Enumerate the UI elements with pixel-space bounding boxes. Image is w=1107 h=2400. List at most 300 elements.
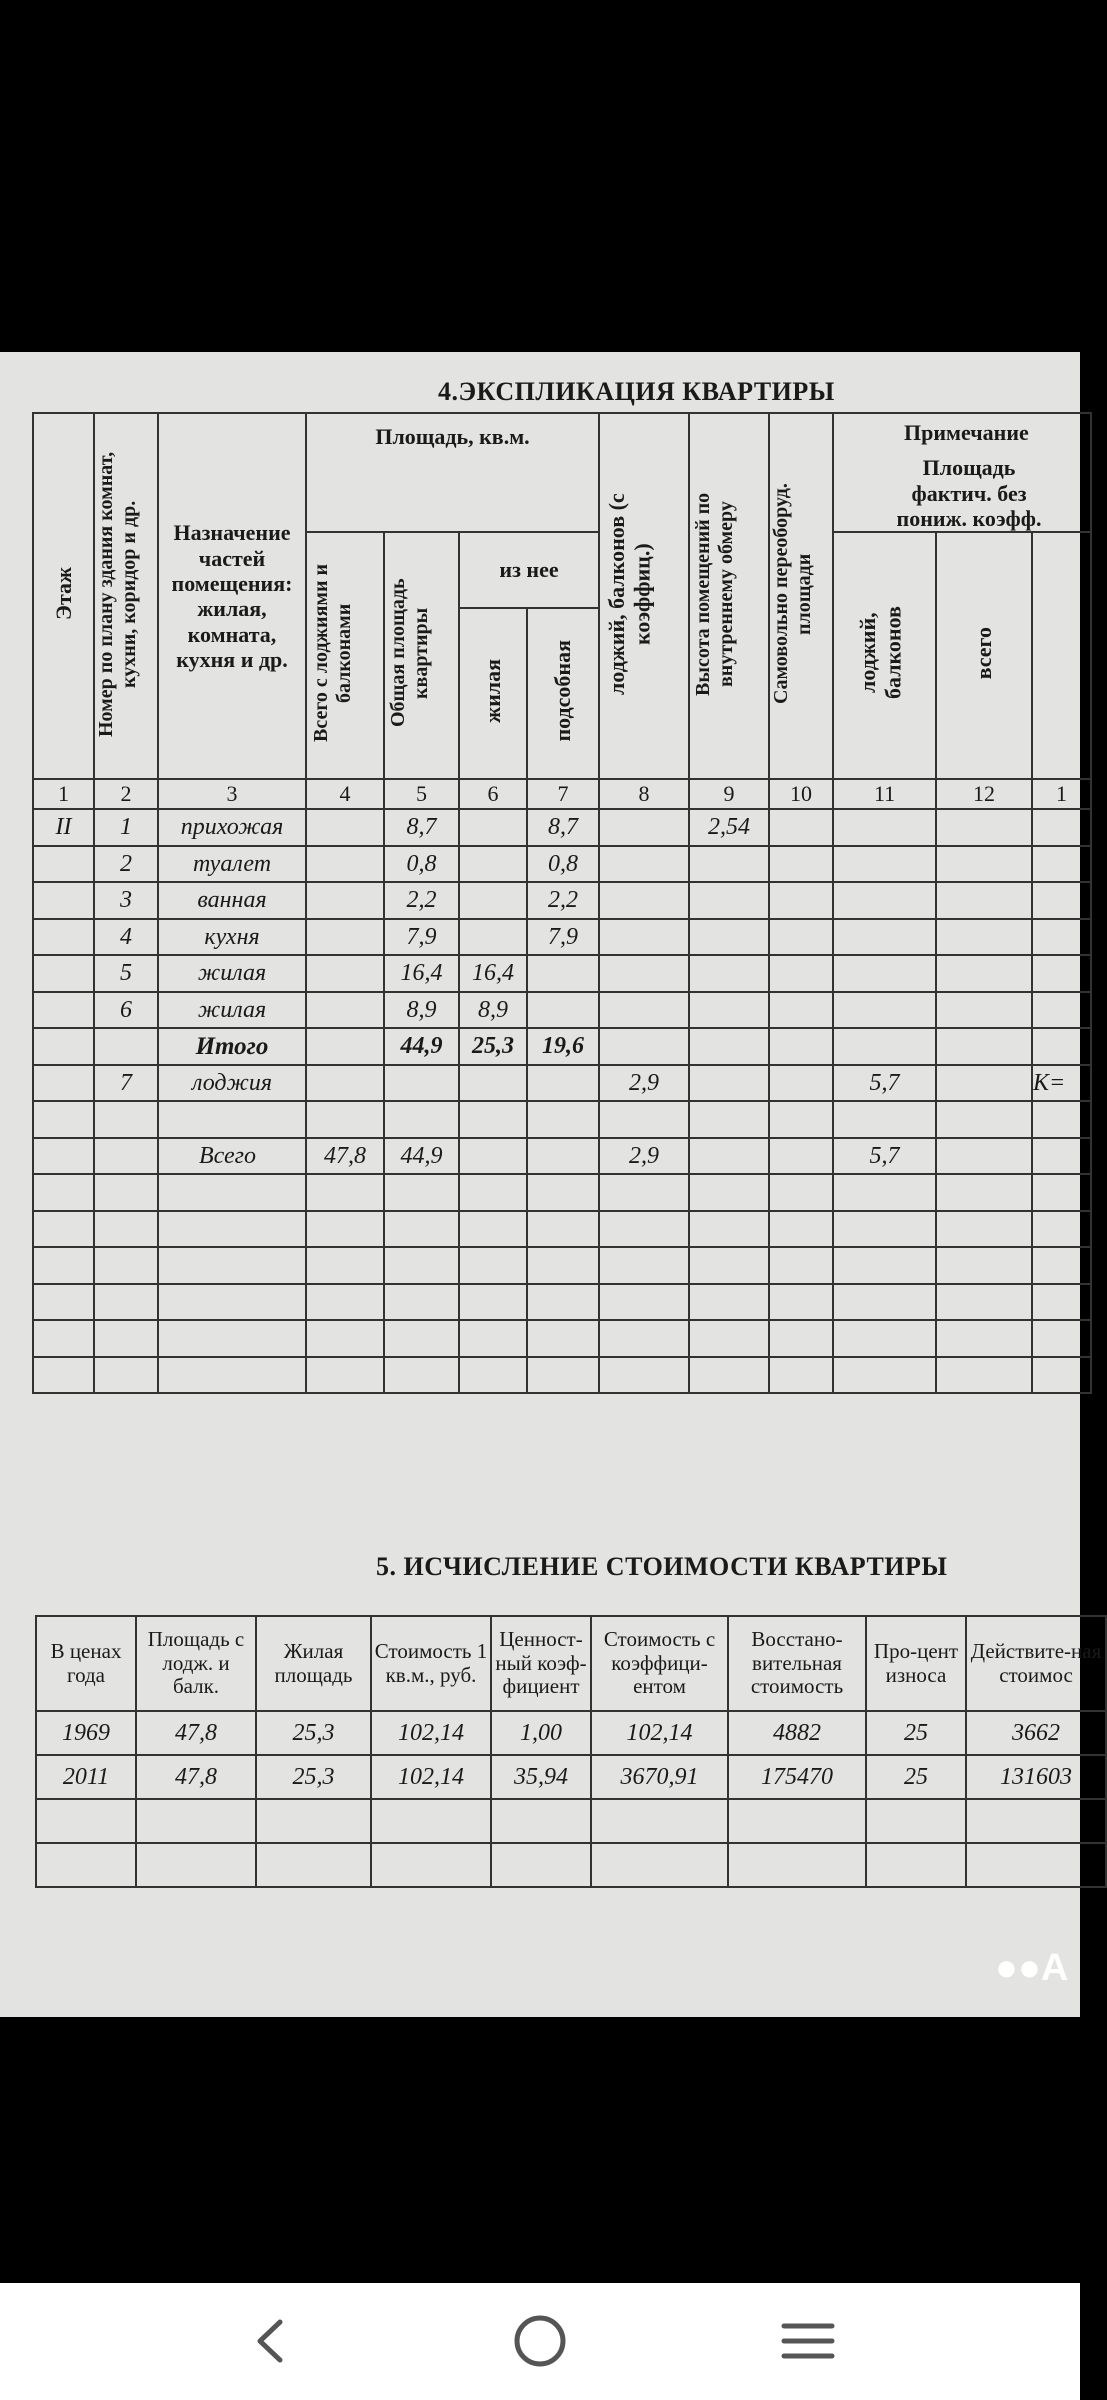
table-cell [599, 919, 689, 956]
table-cell [33, 1247, 94, 1284]
table-cell [384, 1320, 459, 1357]
table-cell [769, 1284, 833, 1321]
table-cell [158, 1284, 306, 1321]
table-cell [527, 992, 599, 1029]
table-cell: 1,00 [491, 1711, 591, 1755]
table-cell [1032, 1138, 1091, 1175]
table-cell [866, 1843, 966, 1887]
col-number: 2 [94, 779, 158, 809]
cost-header: Восстано-вительная стоимость [728, 1616, 866, 1711]
table-cell [833, 1174, 936, 1211]
table-cell [769, 809, 833, 846]
table-cell: 102,14 [371, 1755, 491, 1799]
table-cell [33, 1174, 94, 1211]
table-cell: 102,14 [371, 1711, 491, 1755]
table-cell: 2,9 [599, 1065, 689, 1102]
table-cell [769, 1357, 833, 1394]
table-cell [1032, 1174, 1091, 1211]
table-cell [689, 919, 769, 956]
table-cell [599, 1174, 689, 1211]
table-cell [769, 1320, 833, 1357]
table-cell [833, 1211, 936, 1248]
header-total-apartment: Общая площадь квартиры [384, 532, 459, 779]
table-cell [306, 1101, 384, 1138]
watermark-logo: ●●A [995, 1947, 1069, 1989]
table-cell [599, 809, 689, 846]
table-cell: 2,2 [527, 882, 599, 919]
navigation-bar [0, 2283, 1080, 2400]
table-cell: 7 [94, 1065, 158, 1102]
table-cell [158, 1211, 306, 1248]
table-cell [936, 1101, 1032, 1138]
table-row [36, 1711, 1106, 1755]
table-cell: 44,9 [384, 1028, 459, 1065]
table-cell [689, 1211, 769, 1248]
table-cell [94, 1284, 158, 1321]
table-cell [94, 1174, 158, 1211]
table-cell: 8,9 [459, 992, 527, 1029]
table-cell [384, 1284, 459, 1321]
table-cell [459, 1174, 527, 1211]
cost-table [35, 1615, 1107, 1888]
table-cell [769, 1101, 833, 1138]
header-extra [1032, 532, 1091, 779]
table-cell [306, 1284, 384, 1321]
watermark-dots-icon: ●● [995, 1947, 1041, 1989]
table-cell [306, 1065, 384, 1102]
header-height: Высота помещений по внутреннему обмеру [689, 413, 769, 779]
table-cell [371, 1843, 491, 1887]
table-row [33, 1138, 1091, 1175]
table-cell: 47,8 [136, 1711, 256, 1755]
table-cell: 8,9 [384, 992, 459, 1029]
table-cell: 47,8 [306, 1138, 384, 1175]
table-cell [306, 919, 384, 956]
table-cell: 102,14 [591, 1711, 728, 1755]
table-cell [936, 1065, 1032, 1102]
table-cell [1032, 809, 1091, 846]
table-cell [94, 1320, 158, 1357]
table-row [33, 992, 1091, 1029]
table-cell [1032, 1028, 1091, 1065]
table-cell [384, 1174, 459, 1211]
table-row [33, 1357, 1091, 1394]
table-cell [833, 1028, 936, 1065]
table-cell: Всего [158, 1138, 306, 1175]
table-cell [769, 1138, 833, 1175]
table-cell [1032, 1101, 1091, 1138]
table-cell [527, 1247, 599, 1284]
table-row [33, 1028, 1091, 1065]
table-cell [158, 1247, 306, 1284]
table-cell [94, 1247, 158, 1284]
table-cell [33, 1320, 94, 1357]
table-cell [599, 1211, 689, 1248]
cost-header: В ценах года [36, 1616, 136, 1711]
table-cell [1032, 919, 1091, 956]
table-cell: 47,8 [136, 1755, 256, 1799]
header-living: жилая [459, 608, 527, 780]
home-button[interactable] [500, 2301, 580, 2381]
table-cell [1032, 1357, 1091, 1394]
table-cell [936, 1174, 1032, 1211]
table-cell [866, 1799, 966, 1843]
table-row [36, 1755, 1106, 1799]
table-cell: 8,7 [527, 809, 599, 846]
table-cell [769, 1174, 833, 1211]
table-cell [599, 1247, 689, 1284]
header-area: Площадь, кв.м. [306, 413, 599, 532]
table-cell [459, 919, 527, 956]
table-cell [306, 846, 384, 883]
table-cell [33, 1028, 94, 1065]
table-cell: кухня [158, 919, 306, 956]
table-cell [833, 882, 936, 919]
back-icon [250, 2316, 290, 2366]
table-row [33, 1284, 1091, 1321]
header-self-built: Самовольно переоборуд. площади [769, 413, 833, 779]
col-number: 3 [158, 779, 306, 809]
table-cell [1032, 846, 1091, 883]
table-cell [306, 1247, 384, 1284]
table-cell [689, 1101, 769, 1138]
table-cell [689, 1138, 769, 1175]
table-cell [1032, 882, 1091, 919]
table-cell [94, 1211, 158, 1248]
table-cell [136, 1843, 256, 1887]
table-cell [33, 1065, 94, 1102]
table-cell [936, 992, 1032, 1029]
table-cell: 35,94 [491, 1755, 591, 1799]
table-cell [833, 992, 936, 1029]
table-cell: ванная [158, 882, 306, 919]
table-cell [491, 1799, 591, 1843]
table-cell [833, 1284, 936, 1321]
table-cell [728, 1799, 866, 1843]
table-cell [306, 809, 384, 846]
table-cell [527, 1284, 599, 1321]
header-of-it: из нее [459, 532, 599, 608]
table-cell [599, 846, 689, 883]
table-cell [1032, 1211, 1091, 1248]
cost-header: Жилая площадь [256, 1616, 371, 1711]
table-cell: 7,9 [527, 919, 599, 956]
table-row [33, 955, 1091, 992]
header-total-with-loggias: Всего с лоджиями и балконами [306, 532, 384, 779]
table-cell [936, 919, 1032, 956]
table-cell [384, 1247, 459, 1284]
table-cell: туалет [158, 846, 306, 883]
table-cell [769, 992, 833, 1029]
table-cell: 7,9 [384, 919, 459, 956]
table-cell: лоджия [158, 1065, 306, 1102]
table-cell: 131603 [966, 1755, 1106, 1799]
table-cell [599, 1101, 689, 1138]
recents-button[interactable] [768, 2301, 848, 2381]
table-cell: 3 [94, 882, 158, 919]
table-cell [833, 955, 936, 992]
table-cell [936, 1320, 1032, 1357]
table-cell [306, 1028, 384, 1065]
table-cell [689, 1174, 769, 1211]
table-cell [966, 1799, 1106, 1843]
table-cell [1032, 1320, 1091, 1357]
table-cell [306, 1174, 384, 1211]
col-number: 7 [527, 779, 599, 809]
table-cell [833, 1101, 936, 1138]
table-cell [459, 846, 527, 883]
table-cell: 0,8 [527, 846, 599, 883]
table-cell [136, 1799, 256, 1843]
table-cell [527, 1138, 599, 1175]
table-cell: 8,7 [384, 809, 459, 846]
table-cell: 25,3 [256, 1711, 371, 1755]
table-row [33, 1065, 1091, 1102]
table-cell [306, 955, 384, 992]
table-cell [527, 1065, 599, 1102]
table-cell [527, 1357, 599, 1394]
explication-table [32, 412, 1092, 1394]
table-cell [936, 809, 1032, 846]
table-cell [33, 992, 94, 1029]
table-cell [371, 1799, 491, 1843]
table-cell: 4882 [728, 1711, 866, 1755]
table-cell [459, 1138, 527, 1175]
col-number: 9 [689, 779, 769, 809]
table-cell: II [33, 809, 94, 846]
table-cell [491, 1843, 591, 1887]
table-cell: 25,3 [459, 1028, 527, 1065]
header-actual-total: всего [936, 532, 1032, 779]
table-cell [33, 1101, 94, 1138]
table-cell [459, 1247, 527, 1284]
table-cell [689, 1247, 769, 1284]
header-purpose: Назначение частей помещения: жилая, комната, кухня и др. [158, 413, 306, 779]
table-row [36, 1843, 1106, 1887]
table-cell [33, 846, 94, 883]
table-cell [306, 1211, 384, 1248]
table-cell [689, 1065, 769, 1102]
col-number: 4 [306, 779, 384, 809]
table-cell [306, 992, 384, 1029]
table-cell [591, 1843, 728, 1887]
table-cell [459, 1320, 527, 1357]
cost-header: Действите-ная стоимос [966, 1616, 1106, 1711]
table-cell [459, 1284, 527, 1321]
table-row [33, 1247, 1091, 1284]
table-row [33, 1211, 1091, 1248]
table-cell [256, 1843, 371, 1887]
table-cell [33, 1284, 94, 1321]
table-cell [936, 1357, 1032, 1394]
table-cell: 2 [94, 846, 158, 883]
table-cell [936, 1211, 1032, 1248]
col-number: 10 [769, 779, 833, 809]
table-cell [769, 846, 833, 883]
recents-icon [778, 2316, 838, 2366]
table-cell: 16,4 [384, 955, 459, 992]
table-cell: 175470 [728, 1755, 866, 1799]
table-cell [158, 1357, 306, 1394]
table-cell [33, 1138, 94, 1175]
table-cell [94, 1028, 158, 1065]
header-floor: Этаж [33, 413, 94, 779]
table-cell [459, 1101, 527, 1138]
table-row [36, 1799, 1106, 1843]
table-cell: 2011 [36, 1755, 136, 1799]
table-cell [94, 1357, 158, 1394]
table-cell [459, 1211, 527, 1248]
table-row [33, 919, 1091, 956]
table-cell [728, 1843, 866, 1887]
header-loggias: лоджий, балконов (с коэффиц.) [599, 413, 689, 779]
table-cell [306, 1320, 384, 1357]
col-number: 5 [384, 779, 459, 809]
col-number: 6 [459, 779, 527, 809]
table-cell [599, 882, 689, 919]
table-cell: 6 [94, 992, 158, 1029]
table-cell [94, 1101, 158, 1138]
table-cell [306, 882, 384, 919]
table-cell [158, 1101, 306, 1138]
table-cell: 5,7 [833, 1138, 936, 1175]
document-photo [0, 352, 1102, 2017]
table-cell [769, 1065, 833, 1102]
table-cell [158, 1320, 306, 1357]
table-cell [599, 1320, 689, 1357]
table-cell [591, 1799, 728, 1843]
table-cell [1032, 992, 1091, 1029]
table-row [33, 882, 1091, 919]
col-number: 12 [936, 779, 1032, 809]
col-number: 8 [599, 779, 689, 809]
table-cell [33, 919, 94, 956]
table-cell: 25 [866, 1755, 966, 1799]
table-cell: Итого [158, 1028, 306, 1065]
table-cell [459, 1065, 527, 1102]
table-cell: жилая [158, 992, 306, 1029]
table-cell [689, 882, 769, 919]
table-cell [599, 1028, 689, 1065]
col-number: 11 [833, 779, 936, 809]
table-cell [527, 955, 599, 992]
table-cell [769, 1028, 833, 1065]
col-number: 1 [1032, 779, 1091, 809]
table-cell [1032, 1284, 1091, 1321]
table-cell [527, 1101, 599, 1138]
back-button[interactable] [230, 2301, 310, 2381]
table-cell: 0,8 [384, 846, 459, 883]
header-room-no: Номер по плану здания комнат, кухни, коридор и др. [94, 413, 158, 779]
cost-header: Про-цент износа [866, 1616, 966, 1711]
table-cell: 3670,91 [591, 1755, 728, 1799]
table-cell [769, 1211, 833, 1248]
header-actual-loggias: лоджий, балконов [833, 532, 936, 779]
table-cell [833, 1247, 936, 1284]
table-cell: 44,9 [384, 1138, 459, 1175]
table-cell: 3662 [966, 1711, 1106, 1755]
cost-header: Ценност-ный коэф-фициент [491, 1616, 591, 1711]
table-cell: 2,54 [689, 809, 769, 846]
table-cell [769, 1247, 833, 1284]
header-auxiliary: подсобная [527, 608, 599, 780]
table-cell [689, 955, 769, 992]
table-cell [689, 992, 769, 1029]
table-cell [833, 1357, 936, 1394]
table-cell: 2,9 [599, 1138, 689, 1175]
header-note [833, 413, 1091, 532]
table-cell [158, 1174, 306, 1211]
table-cell [936, 1028, 1032, 1065]
table-cell: 5,7 [833, 1065, 936, 1102]
table-cell [527, 1211, 599, 1248]
table-cell [459, 1357, 527, 1394]
table-cell [833, 1320, 936, 1357]
table-cell [936, 1247, 1032, 1284]
table-cell [936, 882, 1032, 919]
table-cell: 2,2 [384, 882, 459, 919]
section5-title: 5. ИСЧИСЛЕНИЕ СТОИМОСТИ КВАРТИРЫ [376, 1552, 948, 1581]
table-row [33, 1174, 1091, 1211]
table-cell [599, 955, 689, 992]
table-cell [769, 919, 833, 956]
table-cell [833, 919, 936, 956]
note-label: Примечание [904, 420, 1029, 445]
table-cell [33, 1211, 94, 1248]
table-cell: К= [1032, 1065, 1091, 1102]
table-row [33, 1101, 1091, 1138]
table-cell: 4 [94, 919, 158, 956]
table-cell [33, 882, 94, 919]
table-cell: 25 [866, 1711, 966, 1755]
table-cell: прихожая [158, 809, 306, 846]
table-cell [689, 846, 769, 883]
explication-rows [33, 809, 1091, 1393]
table-cell [599, 992, 689, 1029]
actual-area-label: Площадь фактич. без пониж. коэфф. [896, 455, 1042, 531]
table-cell: 19,6 [527, 1028, 599, 1065]
table-cell [306, 1357, 384, 1394]
table-cell [527, 1174, 599, 1211]
cost-header: Стоимость с коэффици-ентом [591, 1616, 728, 1711]
table-cell: 25,3 [256, 1755, 371, 1799]
table-cell [94, 1138, 158, 1175]
section4-title: 4.ЭКСПЛИКАЦИЯ КВАРТИРЫ [438, 377, 835, 406]
table-cell [833, 809, 936, 846]
table-row [33, 846, 1091, 883]
table-cell [527, 1320, 599, 1357]
table-cell [936, 1284, 1032, 1321]
table-cell [689, 1284, 769, 1321]
table-cell [459, 809, 527, 846]
table-cell [966, 1843, 1106, 1887]
table-cell [689, 1357, 769, 1394]
table-cell [833, 846, 936, 883]
table-cell [936, 1138, 1032, 1175]
table-cell [936, 955, 1032, 992]
table-cell: 16,4 [459, 955, 527, 992]
table-cell [689, 1028, 769, 1065]
table-cell [936, 846, 1032, 883]
table-cell [1032, 1247, 1091, 1284]
table-row [33, 809, 1091, 846]
table-cell: 1 [94, 809, 158, 846]
table-cell [384, 1065, 459, 1102]
cost-rows [36, 1711, 1106, 1887]
table-cell [384, 1357, 459, 1394]
table-cell: жилая [158, 955, 306, 992]
cost-header: Площадь с лодж. и балк. [136, 1616, 256, 1711]
